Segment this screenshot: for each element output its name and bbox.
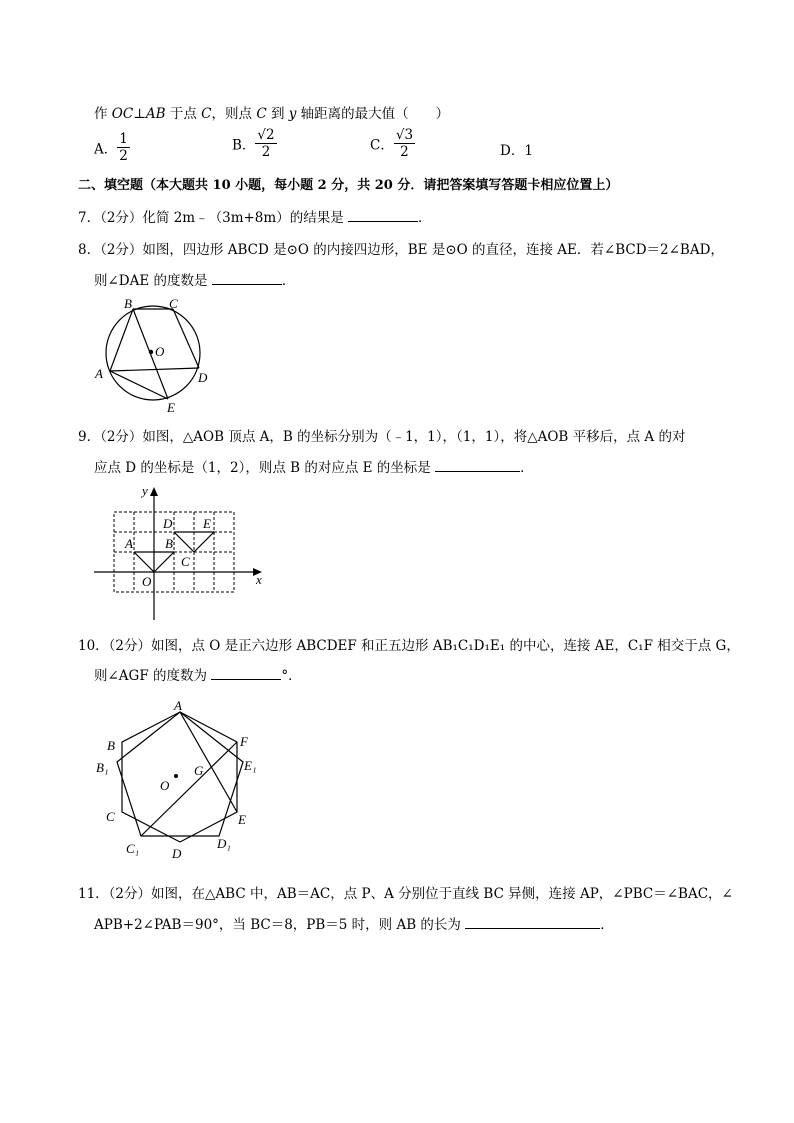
segment-c1f <box>141 742 237 836</box>
q9-line1: 9．（2分）如图，△AOB 顶点 A，B 的坐标分别为（﹣1，1），（1，1），将△AOB 平移后，点 A 的对 <box>78 429 686 445</box>
q11-line1: 11．（2分）如图，在△ABC 中，AB＝AC，点 P、A 分别位于直线 BC 异侧，连接 AP，∠PBC＝∠BAC，∠ <box>78 886 733 902</box>
q6-option-a[interactable] <box>94 131 130 164</box>
label-d: D <box>163 516 173 531</box>
fraction <box>117 131 130 164</box>
q10-line2 <box>94 664 302 684</box>
label-g: G <box>194 763 204 778</box>
q10-figure <box>92 696 272 866</box>
label-d: D <box>198 370 208 385</box>
q11-answer-blank[interactable] <box>465 916 600 929</box>
q11-line2 <box>94 913 614 933</box>
label-c: C <box>106 809 115 824</box>
q11-text: APB+2∠PAB＝90°，当 BC＝8，PB＝5 时，则 AB 的长为 <box>94 917 461 933</box>
label-e: E <box>167 400 175 415</box>
label-a: A <box>95 366 103 381</box>
q6-text: ，则点 <box>211 106 257 122</box>
q8-line1: 8．（2分）如图，四边形 ABCD 是⊙O 的内接四边形，BE 是⊙O 的直径，连接 AE．若∠BCD＝2∠BAD， <box>78 242 724 258</box>
q6-option-b[interactable] <box>232 127 277 160</box>
q6-text: OC <box>111 106 134 122</box>
label-c1: C₁ <box>126 841 140 856</box>
segment-ec <box>194 532 214 552</box>
q7-answer-blank[interactable] <box>348 209 418 222</box>
q10-text: 则∠AGF 的度数为 <box>94 668 208 684</box>
q6-tail-line <box>94 102 449 122</box>
segment-ao <box>134 552 154 572</box>
q6-text: y <box>288 106 297 122</box>
q9-line2 <box>94 456 534 476</box>
option-letter: C． <box>370 137 394 154</box>
label-o: O <box>160 778 170 793</box>
segment-dc <box>174 532 194 552</box>
center-point <box>149 350 153 354</box>
q6-text: C <box>256 106 267 122</box>
label-o: O <box>155 344 165 359</box>
label-d: D <box>172 846 182 861</box>
q10-line1: 10．（2分）如图，点 O 是正六边形 ABCDEF 和正五边形 AB₁C₁D₁E₁ 的中心，连接 AE，C₁F 相交于点 G， <box>78 638 740 654</box>
q7-line <box>78 206 432 226</box>
q6-text: ⊥ <box>133 106 146 122</box>
q7-text: 7．（2分）化简 2m﹣（3m+8m）的结果是 <box>78 210 344 226</box>
hexagon-abcdef <box>122 712 237 842</box>
q6-text: AB <box>145 106 166 122</box>
label-b: B <box>107 738 115 753</box>
label-e1: E₁ <box>244 758 257 773</box>
option-value: 1 <box>524 143 533 159</box>
q6-text: C <box>201 106 212 122</box>
circle-o <box>106 306 200 400</box>
q6-text: 于点 <box>165 106 202 122</box>
label-b1: B₁ <box>96 760 109 775</box>
q8-figure <box>88 296 228 416</box>
q10-end: °． <box>281 668 302 684</box>
q9-text: 应点 D 的坐标是（1，2），则点 B 的对应点 E 的坐标是 <box>94 460 431 476</box>
q9-answer-blank[interactable] <box>435 459 520 472</box>
fraction-numerator: √3 <box>395 127 414 143</box>
section-heading: 二、填空题（本大题共 10 小题，每小题 2 分，共 20 分．请把答案填写答题卡相应位置上） <box>78 178 619 193</box>
q6-option-d[interactable] <box>500 139 533 159</box>
label-b: B <box>124 296 132 311</box>
q7-end: ． <box>418 210 432 226</box>
label-c: C <box>181 554 190 569</box>
option-letter: A． <box>94 141 118 158</box>
pentagon-ab1c1d1e1 <box>117 712 243 836</box>
label-e: E <box>238 812 246 827</box>
label-c: C <box>169 296 178 311</box>
q6-text: 到 <box>266 106 289 122</box>
q8-line2 <box>94 269 295 289</box>
y-axis-arrow <box>150 487 158 496</box>
q11-end: ． <box>600 917 614 933</box>
fraction-denominator: 2 <box>119 148 128 164</box>
fraction <box>255 127 276 160</box>
label-a: A <box>125 536 133 551</box>
label-f: F <box>240 734 248 749</box>
label-y: y <box>142 483 148 498</box>
label-o: O <box>142 574 152 589</box>
q9-figure <box>92 482 272 622</box>
q9-end: ． <box>520 460 534 476</box>
q8-text: 则∠DAE 的度数是 <box>94 273 208 289</box>
q10-answer-blank[interactable] <box>211 667 281 680</box>
label-x: x <box>256 572 262 587</box>
q6-option-c[interactable] <box>370 127 415 160</box>
fraction-denominator: 2 <box>261 144 271 160</box>
label-a: A <box>174 698 182 713</box>
fraction-numerator: 1 <box>119 131 128 147</box>
q8-end: ． <box>281 273 296 289</box>
fraction-denominator: 2 <box>400 144 409 160</box>
label-e: E <box>203 516 211 531</box>
line-ad <box>110 368 199 371</box>
option-letter: B． <box>232 137 256 154</box>
fraction <box>394 127 415 160</box>
option-letter: D． <box>500 143 525 159</box>
q6-text: 轴距离的最大值（ ） <box>296 106 450 122</box>
q6-text: 作 <box>94 106 112 122</box>
label-d1: D₁ <box>217 836 231 851</box>
fraction-numerator: √2 <box>257 127 275 143</box>
center-point <box>174 774 178 778</box>
label-b: B <box>165 536 173 551</box>
q8-answer-blank[interactable] <box>212 272 282 285</box>
segment-bo <box>154 552 174 572</box>
line-cd <box>173 309 199 368</box>
